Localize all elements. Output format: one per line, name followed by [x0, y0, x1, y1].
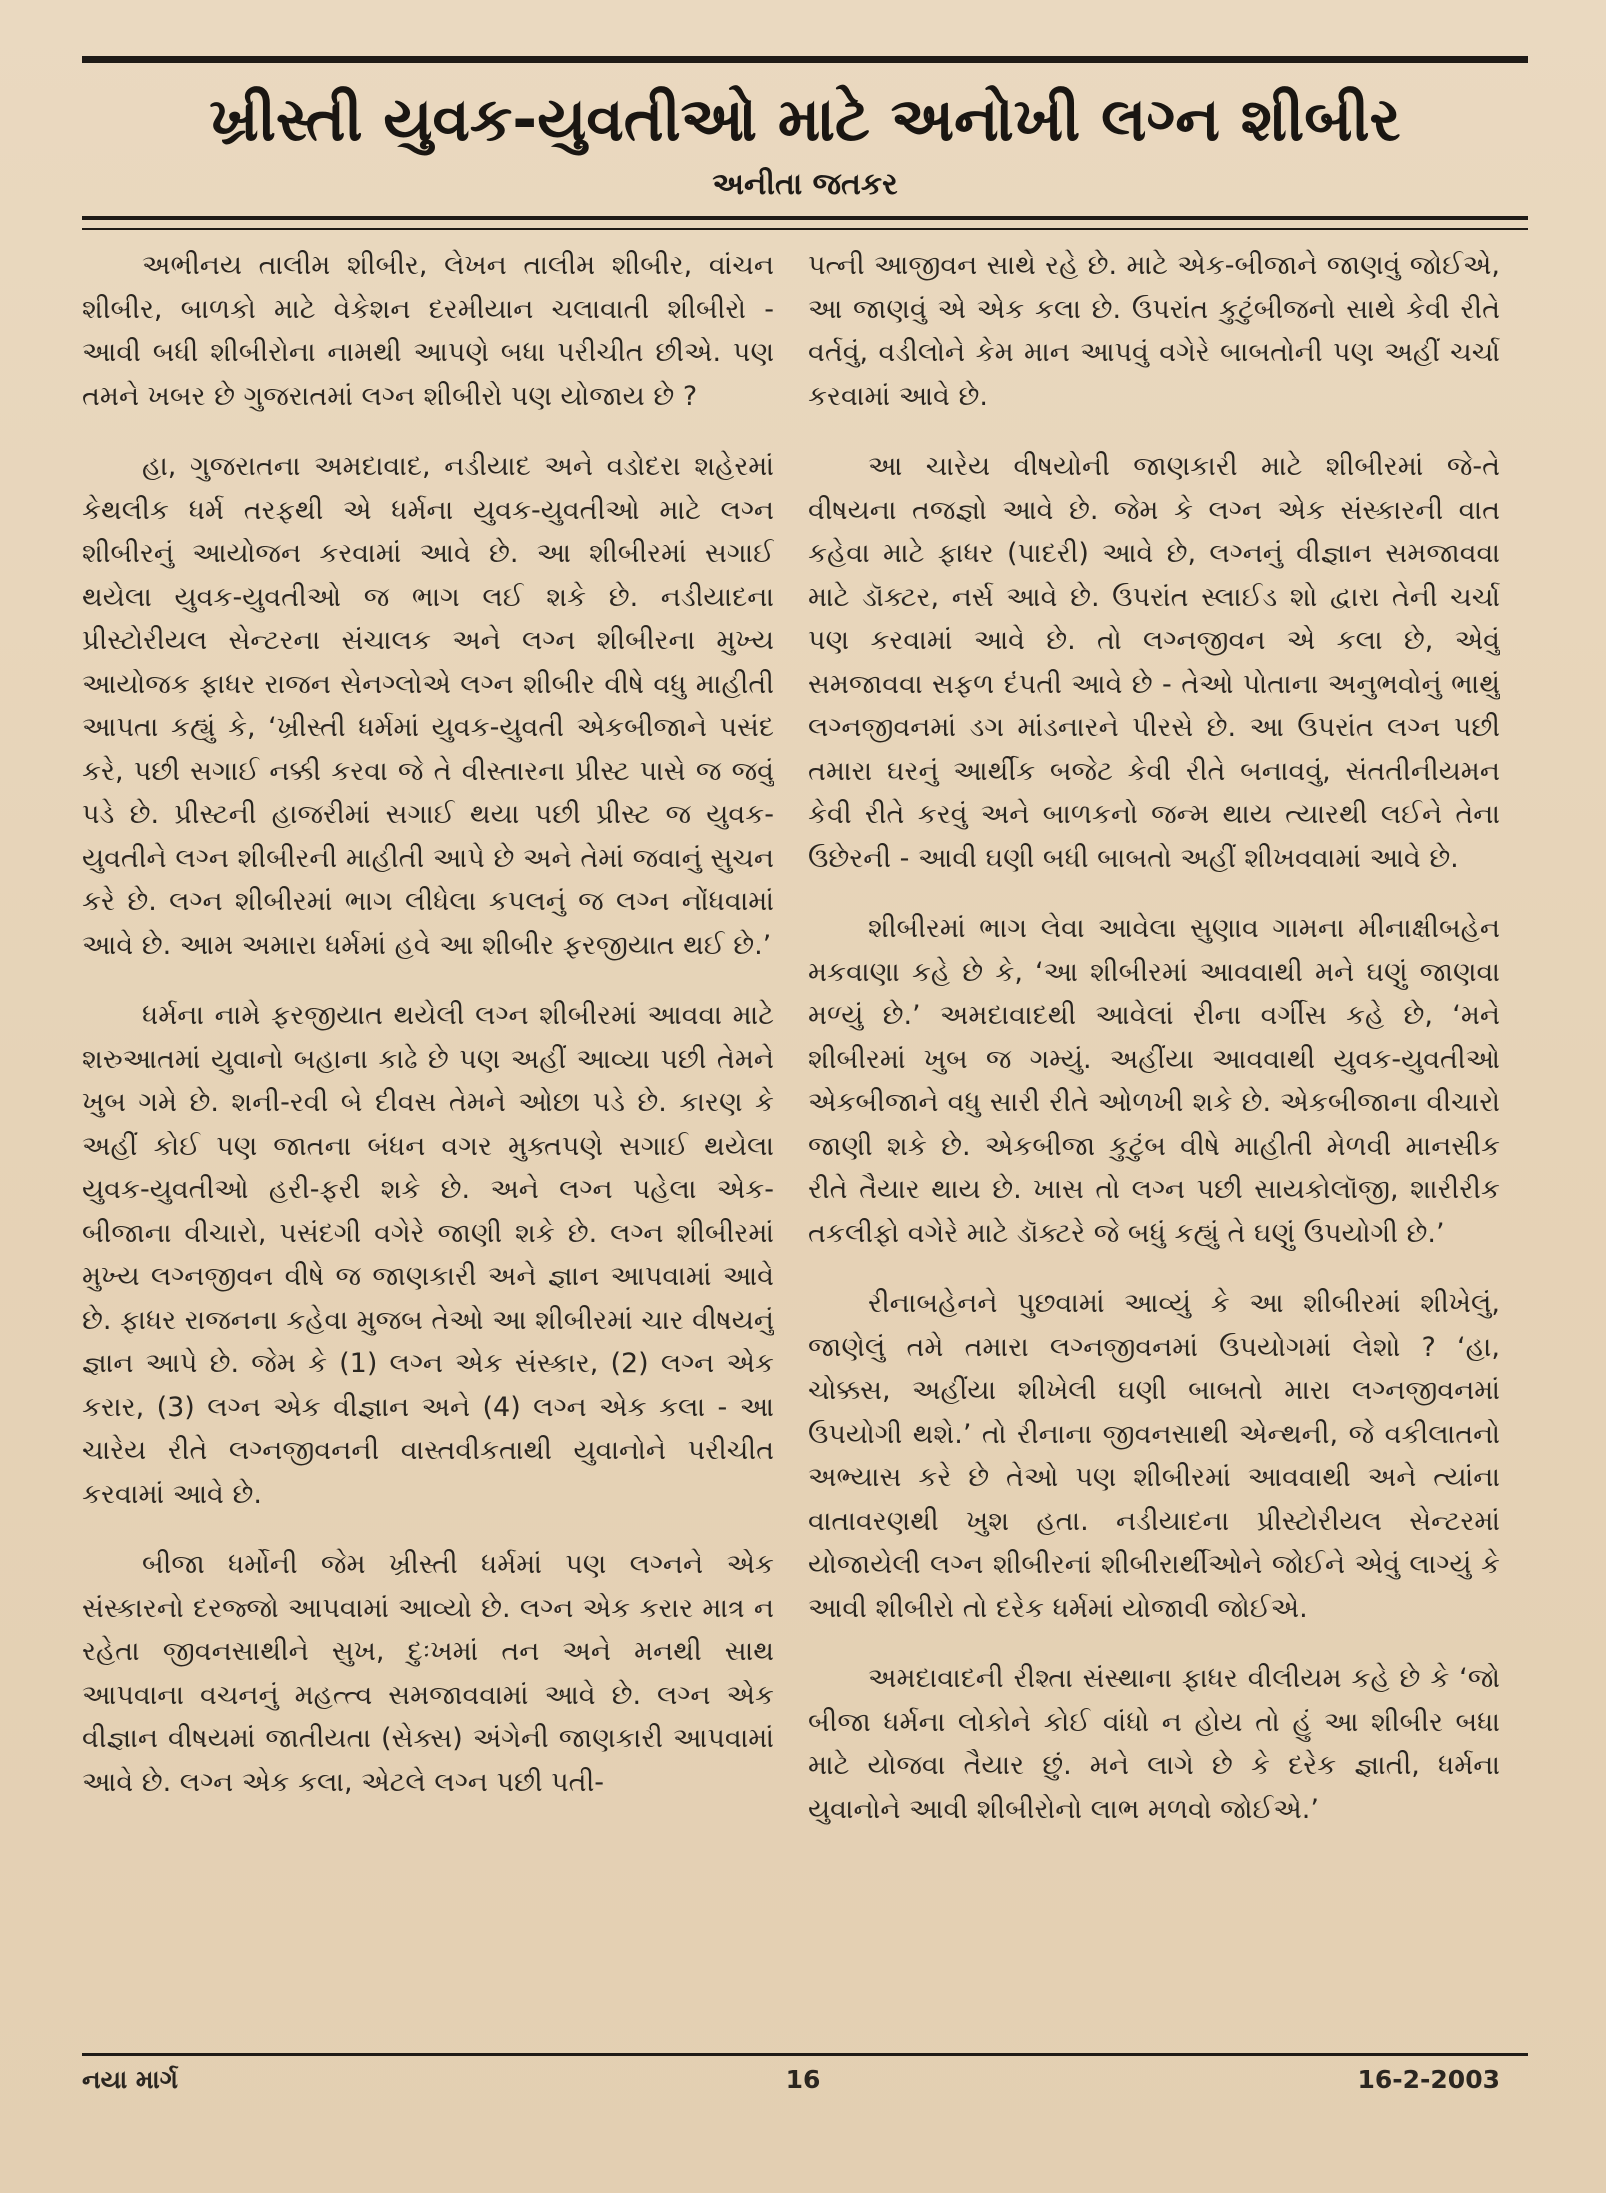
paragraph: આ ચારેય વીષયોની જાણકારી માટે શીબીરમાં જે-તે વીષયના તજજ્ઞો આવે છે. જેમ કે લગ્ન એક સંસ્કારની વાત કહેવા માટે ફાધર (પાદરી) આવે છે, લગ્નનું વીજ્ઞાન સમજાવવા માટે ડૉક્ટર, નર્સ આવે છે. ઉપરાંત સ્લાઈડ શો દ્વારા તેની ચર્ચા પણ કરવામાં આવે છે. તો લગ્નજીવન એ કલા છે, એવું સમજાવવા સફળ દંપતી આવે છે - તેઓ પોતાના અનુભવોનું ભાથું લગ્નજીવનમાં ડગ માંડનારને પીરસે છે. આ ઉપરાંત લગ્ન પછી તમારા ઘરનું આર્થીક બજેટ કેવી રીતે બનાવવું, સંતતીનીયમન કેવી રીતે કરવું અને બાળકનો જન્મ થાય ત્યારથી લઈને તેના ઉછેરની - આવી ઘણી બધી બાબતો અહીં શીખવવામાં આવે છે.	[808, 451, 1500, 874]
paragraph-continued: પત્ની આજીવન સાથે રહે છે. માટે એક-બીજાને જાણવું જોઈએ, આ જાણવું એ એક કલા છે. ઉપરાંત કુટુંબીજનો સાથે કેવી રીતે વર્તવું, વડીલોને કેમ માન આપવું વગેરે બાબતોની પણ અહીં ચર્ચા કરવામાં આવે છે.	[808, 250, 1500, 412]
article-title: ખ્રીસ્તી યુવક-યુવતીઓ માટે અનોખી લગ્ન શીબીર	[209, 85, 1401, 155]
paragraph: રીનાબહેનને પુછવામાં આવ્યું કે આ શીબીરમાં શીખેલું, જાણેલું તમે તમારા લગ્નજીવનમાં ઉપયોગમાં લેશો ? ‘હા, ચોક્કસ, અહીંયા શીખેલી ઘણી બાબતો મારા લગ્નજીવનમાં ઉપયોગી થશે.’ તો રીનાના જીવનસાથી એન્થની, જે વકીલાતનો અભ્યાસ કરે છે તેઓ પણ શીબીરમાં આવવાથી અને ત્યાંના વાતાવરણથી ખુશ હતા. નડીયાદના પ્રીસ્ટોરીયલ સેન્ટરમાં યોજાયેલી લગ્ન શીબીરનાં શીબીરાર્થીઓને જોઈને એવું લાગ્યું કે આવી શીબીરો તો દરેક ધર્મમાં યોજાવી જોઈએ.	[808, 1288, 1500, 1624]
right-column	[808, 244, 1500, 2044]
author-byline: અનીતા જતકર	[712, 167, 898, 202]
paragraph: ધર્મના નામે ફરજીયાત થયેલી લગ્ન શીબીરમાં આવવા માટે શરુઆતમાં યુવાનો બહાના કાઢે છે પણ અહીં આવ્યા પછી તેમને ખુબ ગમે છે. શની-રવી બે દીવસ તેમને ઓછા પડે છે. કારણ કે અહીં કોઈ પણ જાતના બંધન વગર મુક્તપણે સગાઈ થયેલા યુવક-યુવતીઓ હરી-ફરી શકે છે. અને લગ્ન પહેલા એક-બીજાના વીચારો, પસંદગી વગેરે જાણી શકે છે. લગ્ન શીબીરમાં મુખ્ય લગ્નજીવન વીષે જ જાણકારી અને જ્ઞાન આપવામાં આવે છે. ફાધર રાજનના કહેવા મુજબ તેઓ આ શીબીરમાં ચાર વીષયનું જ્ઞાન આપે છે. જેમ કે (1) લગ્ન એક સંસ્કાર, (2) લગ્ન એક કરાર, (3) લગ્ન એક વીજ્ઞાન અને (4) લગ્ન એક કલા - આ ચારેય રીતે લગ્નજીવનની વાસ્તવીકતાથી યુવાનોને પરીચીત કરવામાં આવે છે.	[82, 1000, 774, 1510]
publication-name: નયા માર્ગ	[82, 2065, 178, 2094]
paragraph: બીજા ધર્મોની જેમ ખ્રીસ્તી ધર્મમાં પણ લગ્નને એક સંસ્કારનો દરજ્જો આપવામાં આવ્યો છે. લગ્ન એક કરાર માત્ર ન રહેતા જીવનસાથીને સુખ, દુઃખમાં તન અને મનથી સાથ આપવાના વચનનું મહત્ત્વ સમજાવવામાં આવે છે. લગ્ન એક વીજ્ઞાન વીષયમાં જાતીયતા (સેક્સ) અંગેની જાણકારી આપવામાં આવે છે. લગ્ન એક કલા, એટલે લગ્ન પછી પતી-	[82, 1549, 774, 1798]
footer-rule	[82, 2053, 1528, 2056]
title-rule-thin	[82, 228, 1528, 230]
title-rule-thick	[82, 216, 1528, 220]
paragraph: હા, ગુજરાતના અમદાવાદ, નડીયાદ અને વડોદરા શહેરમાં કેથલીક ધર્મ તરફથી એ ધર્મના યુવક-યુવતીઓ માટે લગ્ન શીબીરનું આયોજન કરવામાં આવે છે. આ શીબીરમાં સગાઈ થયેલા યુવક-યુવતીઓ જ ભાગ લઈ શકે છે. નડીયાદના પ્રીસ્ટોરીયલ સેન્ટરના સંચાલક અને લગ્ન શીબીરના મુખ્ય આયોજક ફાધર રાજન સેનગ્લોએ લગ્ન શીબીર વીષે વધુ માહીતી આપતા કહ્યું કે, ‘ખ્રીસ્તી ધર્મમાં યુવક-યુવતી એકબીજાને પસંદ કરે, પછી સગાઈ નક્કી કરવા જે તે વીસ્તારના પ્રીસ્ટ પાસે જ જવું પડે છે. પ્રીસ્ટની હાજરીમાં સગાઈ થયા પછી પ્રીસ્ટ જ યુવક-યુવતીને લગ્ન શીબીરની માહીતી આપે છે અને તેમાં જવાનું સુચન કરે છે. લગ્ન શીબીરમાં ભાગ લીધેલા કપલનું જ લગ્ન નોંધવામાં આવે છે. આમ અમારા ધર્મમાં હવે આ શીબીર ફરજીયાત થઈ છે.’	[82, 451, 774, 961]
paragraph: અભીનય તાલીમ શીબીર, લેખન તાલીમ શીબીર, વાંચન શીબીર, બાળકો માટે વેકેશન દરમીયાન ચલાવાતી શીબીરો - આવી બધી શીબીરોના નામથી આપણે બધા પરીચીત છીએ. પણ તમને ખબર છે ગુજરાતમાં લગ્ન શીબીરો પણ યોજાય છે ?	[82, 250, 774, 412]
left-column	[82, 244, 774, 2044]
top-rule	[82, 56, 1528, 63]
paragraph: શીબીરમાં ભાગ લેવા આવેલા સુણાવ ગામના મીનાક્ષીબહેન મકવાણા કહે છે કે, ‘આ શીબીરમાં આવવાથી મને ઘણું જાણવા મળ્યું છે.’ અમદાવાદથી આવેલાં રીના વર્ગીસ કહે છે, ‘મને શીબીરમાં ખુબ જ ગમ્યું. અહીંયા આવવાથી યુવક-યુવતીઓ એકબીજાને વધુ સારી રીતે ઓળખી શકે છે. એકબીજાના વીચારો જાણી શકે છે. એકબીજા કુટુંબ વીષે માહીતી મેળવી માનસીક રીતે તૈયાર થાય છે. ખાસ તો લગ્ન પછી સાયકોલૉજી, શારીરીક તકલીફો વગેરે માટે ડૉક્ટરે જે બધું કહ્યું તે ઘણું ઉપયોગી છે.’	[808, 913, 1500, 1249]
page-number: 16	[785, 2065, 821, 2094]
paragraph: અમદાવાદની રીશ્તા સંસ્થાના ફાધર વીલીયમ કહે છે કે ‘જો બીજા ધર્મના લોકોને કોઈ વાંધો ન હોય તો હું આ શીબીર બધા માટે યોજવા તૈયાર છું. મને લાગે છે કે દરેક જ્ઞાતી, ધર્મના યુવાનોને આવી શીબીરોનો લાભ મળવો જોઈએ.’	[808, 1663, 1500, 1825]
issue-date: 16-2-2003	[1357, 2065, 1500, 2094]
